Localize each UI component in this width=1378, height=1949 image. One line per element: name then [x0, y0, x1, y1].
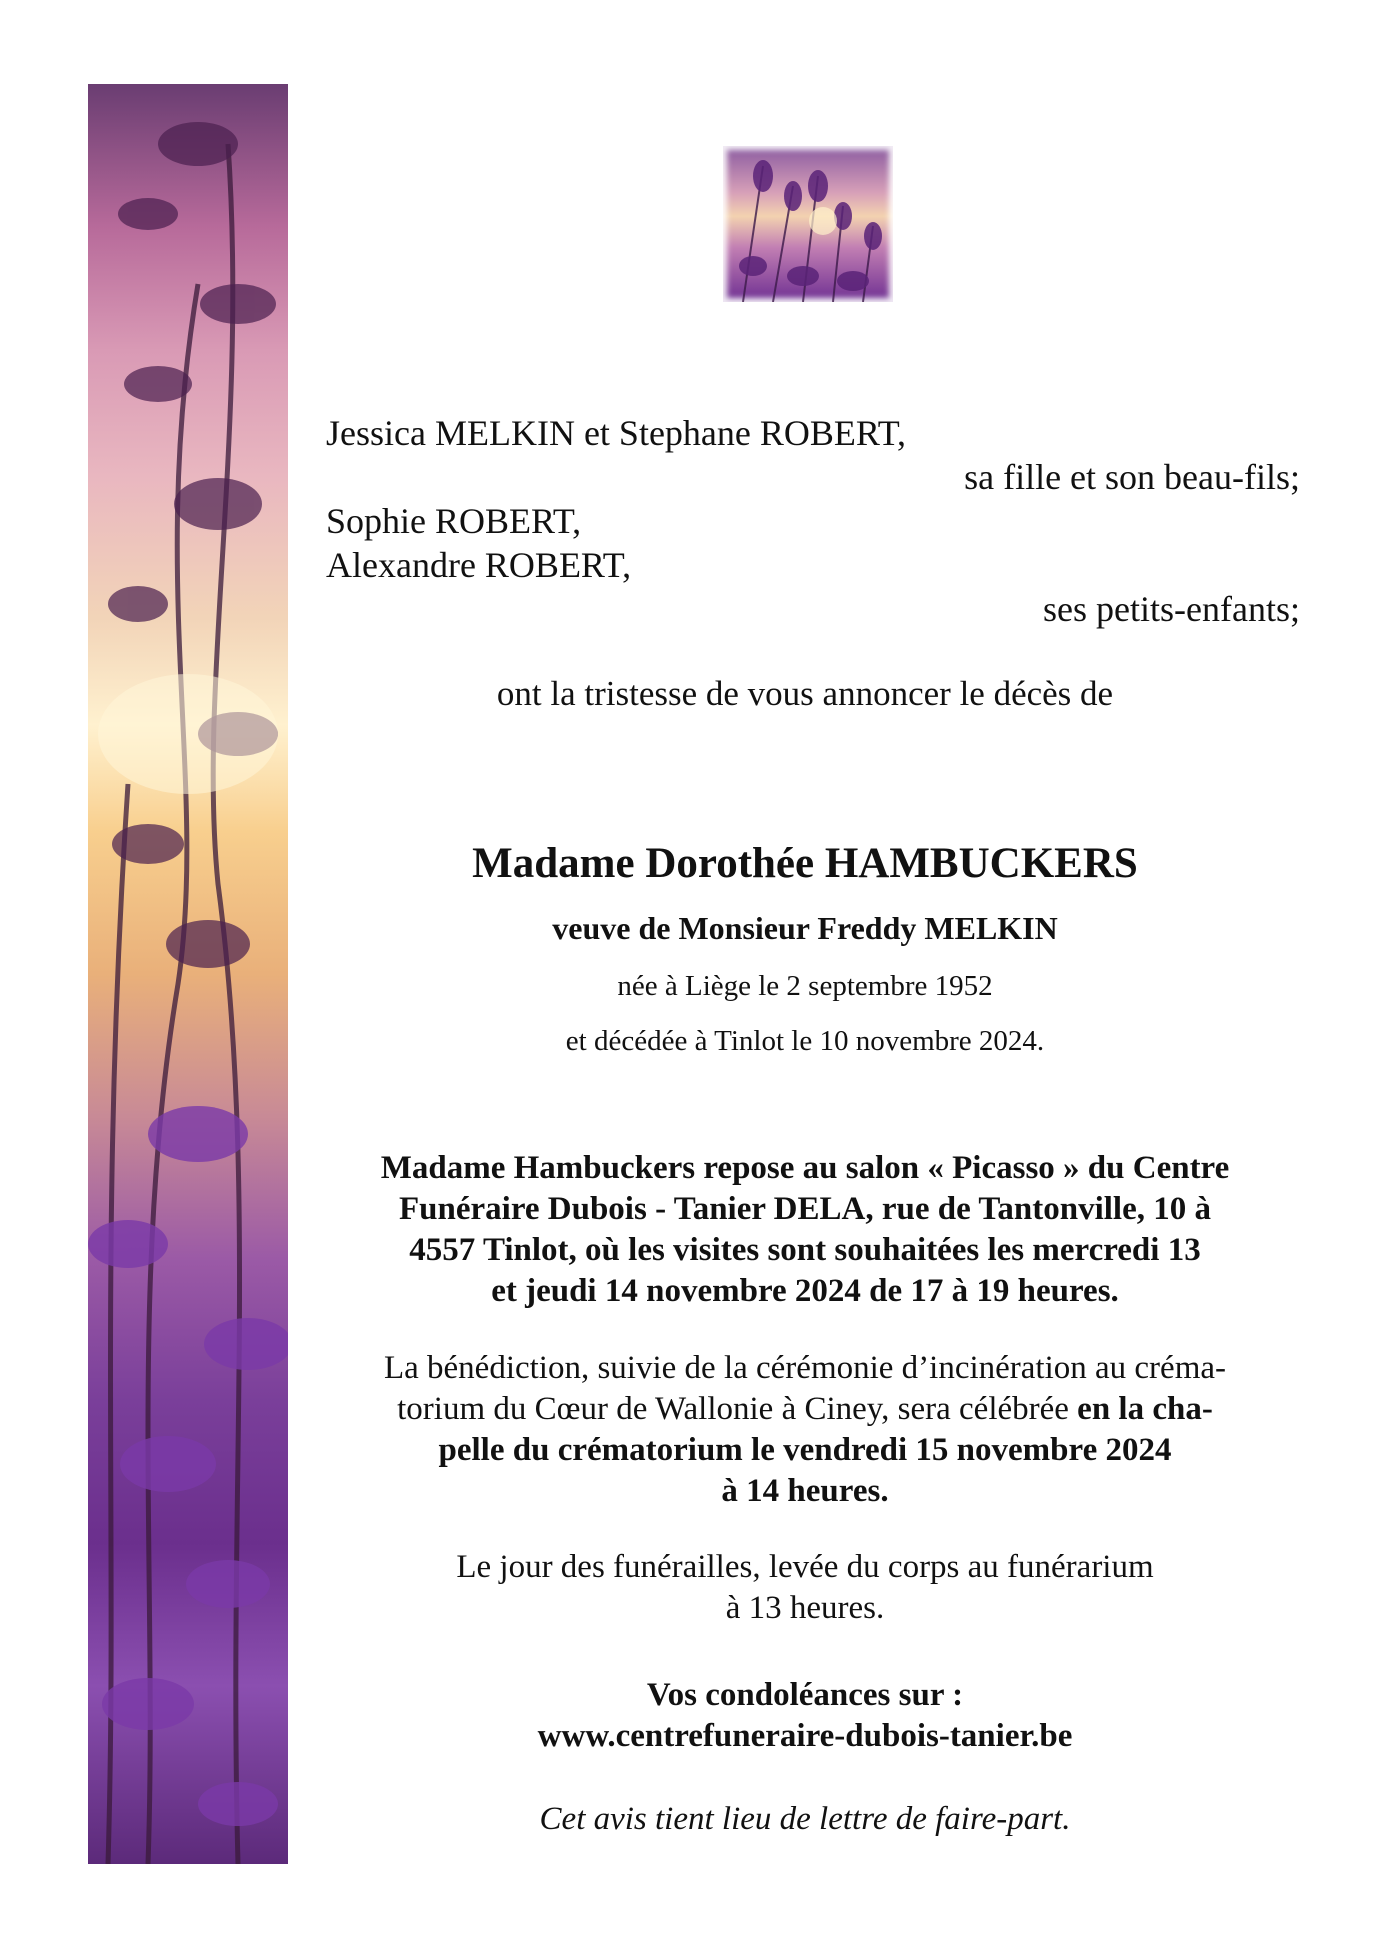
family-relation-grandchildren: ses petits-enfants; [1043, 589, 1300, 629]
ceremony-line-1: La bénédiction, suivie de la cérémonie d’incinération au créma- [383, 1350, 1227, 1386]
funeral-line-1: Le jour des funérailles, levée du corps au funérarium [456, 1549, 1154, 1585]
widow-of-line: veuve de Monsieur Freddy MELKIN [552, 910, 1058, 946]
ceremony-paragraph [315, 1348, 1295, 1512]
ceremony-line-3: pelle du crématorium le vendredi 15 novembre 2024 [438, 1432, 1172, 1468]
lavender-photo-strip [88, 84, 288, 1864]
condolences-label: Vos condoléances sur : [646, 1677, 964, 1713]
lavender-thumbnail [723, 146, 893, 302]
ceremony-line-4: à 14 heures. [721, 1473, 889, 1509]
funeral-line-2: à 13 heures. [725, 1590, 885, 1626]
announcement-text: ont la tristesse de vous annoncer le décès de [496, 674, 1114, 713]
lavender-silhouettes [88, 84, 288, 1864]
ceremony-line-2-bold: en la cha- [1077, 1391, 1213, 1427]
condolences-paragraph [315, 1675, 1295, 1757]
funeral-paragraph [315, 1547, 1295, 1629]
death-line: et décédée à Tinlot le 10 novembre 2024. [565, 1025, 1045, 1057]
visitation-paragraph [315, 1148, 1295, 1312]
family-line-alexandre: Alexandre ROBERT, [326, 545, 632, 585]
family-relation-daughter: sa fille et son beau-fils; [964, 457, 1300, 497]
ceremony-line-2-plain: torium du Cœur de Wallonie à Ciney, sera célébrée [397, 1391, 1078, 1427]
visitation-line-2: Funéraire Dubois - Tanier DELA, rue de Tantonville, 10 à [399, 1191, 1211, 1227]
ceremony-line-2 [315, 1389, 1295, 1430]
visitation-line-4: et jeudi 14 novembre 2024 de 17 à 19 heures. [491, 1273, 1119, 1309]
deceased-name: Madame Dorothée HAMBUCKERS [472, 840, 1138, 887]
closing-note: Cet avis tient lieu de lettre de faire-part. [539, 1801, 1071, 1837]
condolences-url-link[interactable]: www.centrefuneraire-dubois-tanier.be [537, 1718, 1073, 1754]
birth-line: née à Liège le 2 septembre 1952 [617, 970, 993, 1002]
visitation-line-1: Madame Hambuckers repose au salon « Picasso » du Centre [380, 1150, 1230, 1186]
thumbnail-flowers [723, 146, 893, 302]
visitation-line-3: 4557 Tinlot, où les visites sont souhaitées les mercredi 13 [409, 1232, 1201, 1268]
family-line-sophie: Sophie ROBERT, [326, 501, 582, 541]
family-line-jessica-stephane: Jessica MELKIN et Stephane ROBERT, [326, 413, 907, 453]
